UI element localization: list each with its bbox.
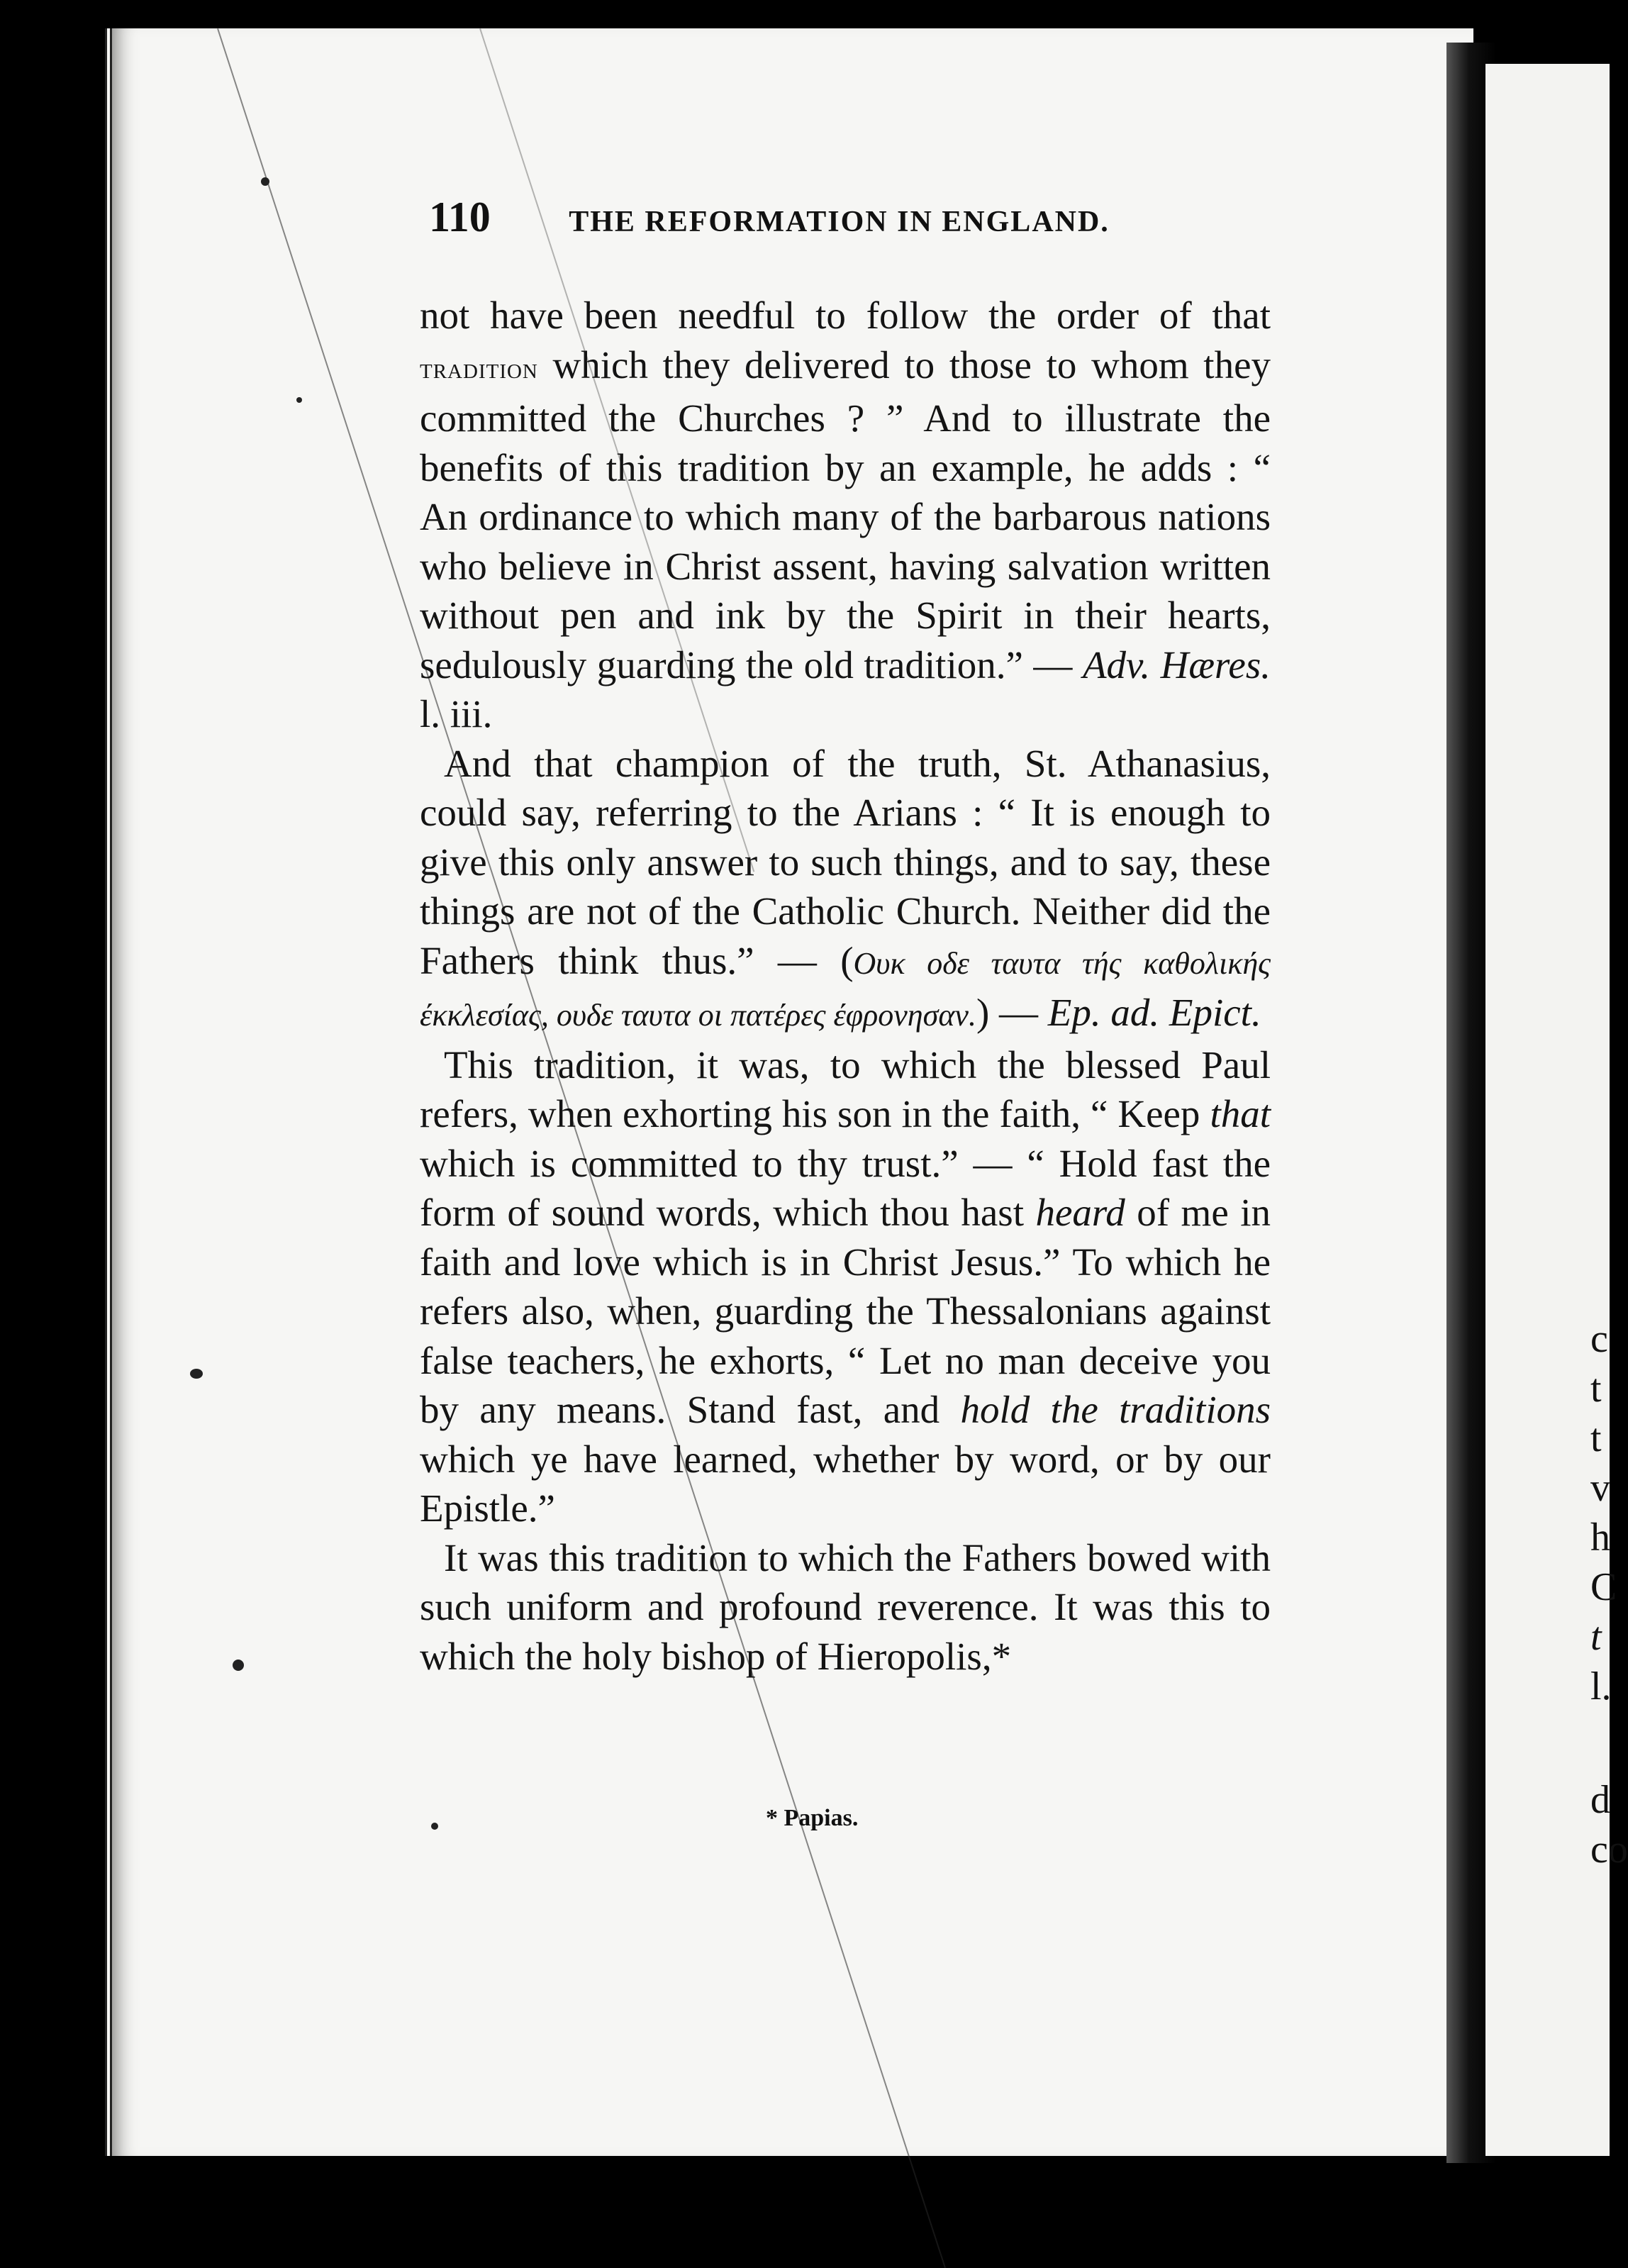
paragraph [420,1533,1271,1681]
text-run: It was this tradition to which the Fathers bowed with such uniform and profound reverence. It was this to which the holy bishop of Hieropolis,* [420,1535,1271,1678]
text-run: heard [1035,1191,1125,1234]
next-page-fragment: co [1590,1828,1628,1872]
next-page-fragment: t [1590,1615,1602,1659]
text-run: that [1210,1092,1271,1135]
next-page-fragment: C [1590,1565,1617,1609]
next-page-fragment: c [1590,1317,1608,1361]
ink-speck [261,177,269,186]
text-run: And that champion of the truth, St. Athanasius, could say, referring to the Arians : “ It is enough to give this only answer to such things, and to say, these things are not of the Catholic Church. Neither did the Fathers think thus.” — ( [420,741,1271,982]
text-run: Ep. ad. Epict. [1047,991,1261,1034]
text-run: of me in faith and love which is in Christ Jesus.” To which he refers also, when, guarding the Thessalonians against false teachers, he exhorts, “ Let no man deceive you by any means. Stand fast, and [420,1191,1271,1431]
footnote: * Papias. [766,1805,859,1831]
paragraph [420,291,1271,739]
next-page-fragment: v [1590,1466,1610,1510]
next-page-fragment: t [1590,1416,1602,1460]
text-run: tradition [420,352,538,385]
ink-speck [190,1369,203,1379]
next-page-fragment: l. [1590,1664,1612,1708]
text-run: hold the traditions [960,1388,1271,1431]
text-run: not have been needful to follow the order of that [420,294,1271,337]
paragraph [420,1040,1271,1533]
next-page-fragment: h [1590,1516,1610,1560]
text-run: which is committed to thy trust.” — “ Hold fast the form of sound words, which thou hast [420,1141,1271,1234]
text-run: which they delivered to those to whom they committed the Churches ? ” And to illustrate the benefits of this tradition by an example, he adds : “ An ordinance to which many of the barbarous nations who believe in Christ assent, having salvation written without pen and ink by the Spirit in their hearts, sedulously guarding the old tradition.” — [420,343,1271,686]
text-run: l. iii. [420,692,493,735]
ink-speck [431,1823,438,1830]
running-head [429,193,1138,242]
next-page-edge [1485,64,1628,2156]
running-title: THE REFORMATION IN ENGLAND. [569,206,1110,238]
page-number: 110 [429,194,491,240]
ink-speck [233,1660,244,1671]
ink-speck [296,397,302,403]
body-text [420,291,1271,1681]
paragraph [420,739,1271,1040]
next-page-fragment: t [1590,1367,1602,1411]
text-run: Adv. Hæres. [1082,643,1271,686]
text-run: This tradition, it was, to which the blessed Paul refers, when exhorting his son in the faith, “ Keep [420,1043,1271,1135]
text-run: which ye have learned, whether by word, or by our Epistle.” [420,1437,1271,1530]
text-run: ) — [976,991,1048,1034]
next-page-fragment: d [1590,1778,1610,1822]
text-run: Ουκ οδε ταυτα τής καθολικής έκκλεσίας, ουδε ταυτα οι πατέρες έφρονησαν. [420,945,1271,1033]
